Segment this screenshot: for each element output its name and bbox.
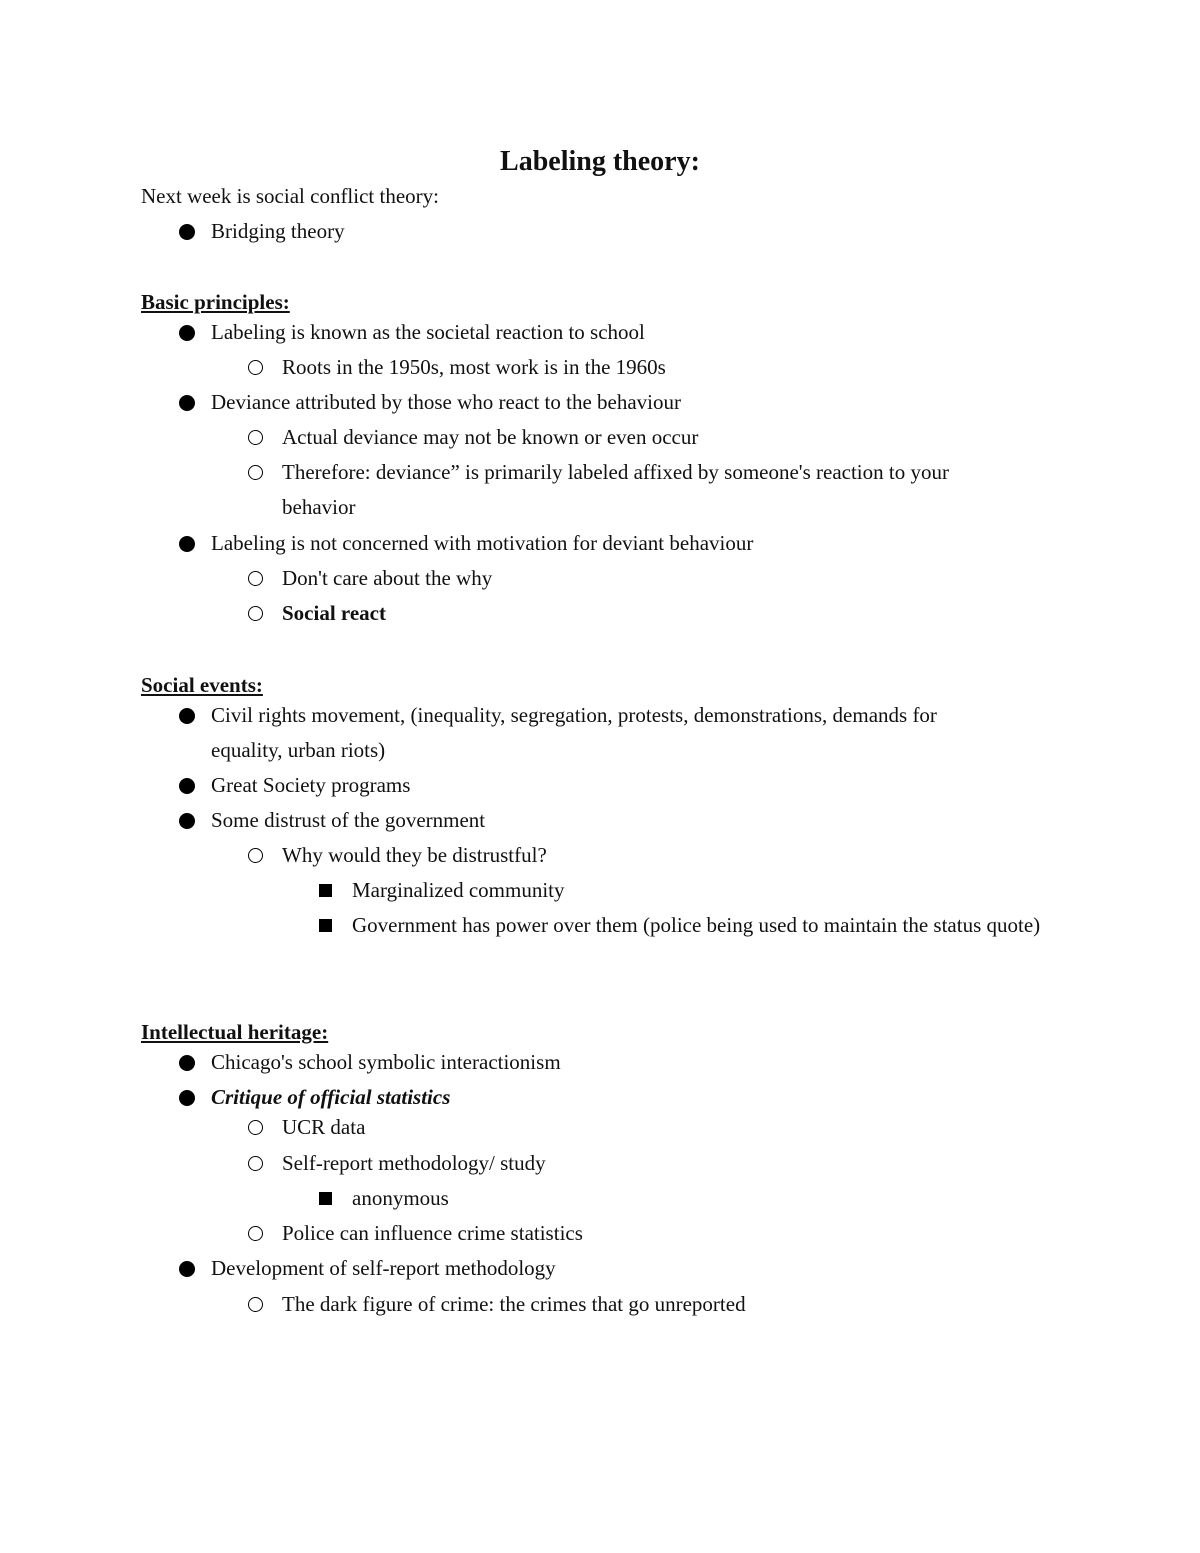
square-bullet-icon [319, 919, 332, 932]
list-item: Government has power over them (police being used to maintain the status quote) [352, 908, 1042, 943]
list-item: Labeling is known as the societal reaction to school [211, 315, 1001, 350]
section-heading-social-events: Social events: [141, 673, 263, 697]
filled-circle-bullet-icon [179, 1090, 195, 1106]
list-item: Critique of official statistics [211, 1080, 1001, 1115]
filled-circle-bullet-icon [179, 1261, 195, 1277]
filled-circle-bullet-icon [179, 395, 195, 411]
document-title: Labeling theory: [500, 146, 700, 177]
filled-circle-bullet-icon [179, 224, 195, 240]
hollow-circle-bullet-icon [248, 1120, 263, 1135]
filled-circle-bullet-icon [179, 708, 195, 724]
list-item: Labeling is not concerned with motivation for deviant behaviour [211, 526, 1001, 561]
hollow-circle-bullet-icon [248, 360, 263, 375]
list-item: Police can influence crime statistics [282, 1216, 1002, 1251]
square-bullet-icon [319, 1192, 332, 1205]
intro-text: Next week is social conflict theory: [141, 184, 439, 208]
list-item: Don't care about the why [282, 561, 1002, 596]
hollow-circle-bullet-icon [248, 1226, 263, 1241]
section-heading-intellectual-heritage: Intellectual heritage: [141, 1020, 329, 1044]
list-item: Development of self-report methodology [211, 1251, 1001, 1286]
list-item: Deviance attributed by those who react to the behaviour [211, 385, 1001, 420]
hollow-circle-bullet-icon [248, 571, 263, 586]
hollow-circle-bullet-icon [248, 1297, 263, 1312]
list-item: The dark figure of crime: the crimes that go unreported [282, 1287, 1002, 1322]
list-item: Why would they be distrustful? [282, 838, 1002, 873]
section-heading-basic-principles: Basic principles: [141, 290, 290, 314]
list-item: Social react [282, 596, 1002, 631]
list-item: Roots in the 1950s, most work is in the 1960s [282, 350, 1002, 385]
list-item: Therefore: deviance” is primarily labeled affixed by someone's reaction to your behavior [282, 455, 1002, 525]
hollow-circle-bullet-icon [248, 848, 263, 863]
list-item: Chicago's school symbolic interactionism [211, 1045, 1001, 1080]
filled-circle-bullet-icon [179, 813, 195, 829]
list-item: Some distrust of the government [211, 803, 1001, 838]
hollow-circle-bullet-icon [248, 1156, 263, 1171]
list-item: Bridging theory [211, 214, 1001, 249]
list-item: Civil rights movement, (inequality, segregation, protests, demonstrations, demands for equality, urban riots) [211, 698, 1001, 768]
list-item: anonymous [352, 1181, 1042, 1216]
filled-circle-bullet-icon [179, 536, 195, 552]
square-bullet-icon [319, 884, 332, 897]
hollow-circle-bullet-icon [248, 465, 263, 480]
list-item: Actual deviance may not be known or even occur [282, 420, 1002, 455]
hollow-circle-bullet-icon [248, 430, 263, 445]
list-item: UCR data [282, 1110, 1002, 1145]
filled-circle-bullet-icon [179, 778, 195, 794]
list-item: Marginalized community [352, 873, 1042, 908]
filled-circle-bullet-icon [179, 325, 195, 341]
hollow-circle-bullet-icon [248, 606, 263, 621]
filled-circle-bullet-icon [179, 1055, 195, 1071]
list-item: Self-report methodology/ study [282, 1146, 1002, 1181]
list-item: Great Society programs [211, 768, 1001, 803]
